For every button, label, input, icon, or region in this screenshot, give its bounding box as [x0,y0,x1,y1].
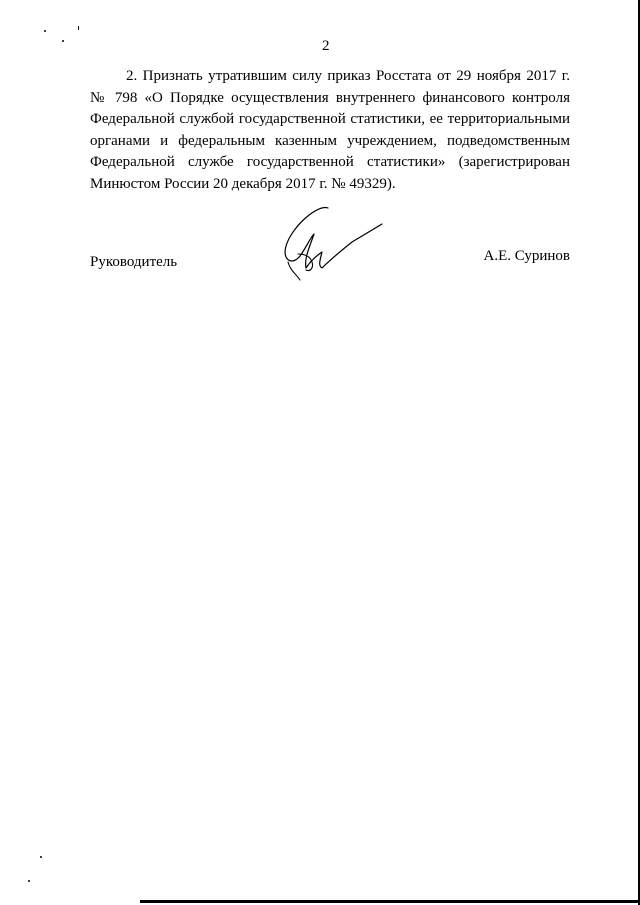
scan-speck [62,40,64,42]
signer-title: Руководитель [90,254,178,270]
scan-speck [28,880,30,882]
page-number: 2 [322,38,330,54]
body-paragraph: 2. Признать утратившим силу приказ Росстата от 29 ноября 2017 г. № 798 «О Порядке осуществления внутреннего финансового контроля Федеральной службой государственной статистики, ее территориальными органами и федеральным казенным учреждением, подведомственным Федеральной службе государственной статистики» (зарегистрирован Минюстом России 20 декабря 2017 г. № 49329). [90,68,570,192]
scan-edge-bottom [140,900,640,903]
scan-speck [40,856,42,858]
signer-name: А.Е. Суринов [483,248,570,264]
scan-speck [78,26,79,30]
scan-speck [44,30,46,32]
handwritten-signature [270,196,390,286]
